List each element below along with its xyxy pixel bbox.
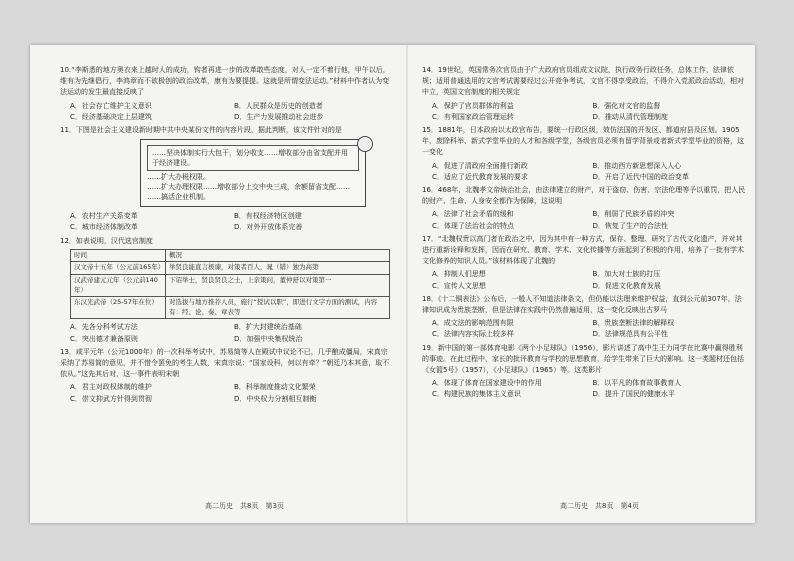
- question-15-options: [432, 161, 747, 183]
- option-b: B．加大对士族的打压: [592, 270, 661, 279]
- question-11: 11．下图是社会主义建设新时期中共中央某份文件的内容片段，据此判断，该文件针对的是: [60, 126, 342, 135]
- table-cell: 汉文帝十五年（公元前165年）: [71, 262, 166, 275]
- option-d: D．生产力发展推动社会进步: [234, 112, 324, 121]
- option-c: C．经济基础决定上层建筑: [70, 112, 152, 121]
- question-13: 13．咸平元年（公元1000年）的一次科举考试中，苏易简等人在殿试中议论不已，几乎酿成僵局，宋真宗采纳了苏易简的意见，并不惜令罢免的考生人数，宋真宗说：“国家设科，何以有牵？”朝廷乃本其意，取不依从。”这先其后对，这一事件表明宋朝: [60, 347, 390, 379]
- scroll-line: ……扩大办理权限……增收部分上交中央三成，余额留省支配……: [147, 183, 350, 192]
- option-a: A．农村生产关系变革: [70, 212, 138, 221]
- question-19-options: [432, 378, 747, 400]
- question-11-options: [70, 211, 392, 233]
- table-row: [71, 297, 390, 319]
- table-row: [71, 275, 390, 297]
- option-d: D．加强中央集权统治: [234, 334, 303, 343]
- exam-sheet: [30, 45, 755, 523]
- option-a: A．法律了社会矛盾的缓和: [432, 210, 514, 219]
- question-10: 10.“李斯悉的地方奥衣来上越时人的成功，钩者再进一步的改革敢些态度，对人一定不着行他，甲午以后，维有为先继倡行，李鸿章而不欲极创的政治改革，康有为要提提。这就是所谓变法运动。”材料中作者认为变法运动的发生最直接反映了: [60, 66, 390, 97]
- option-a: A．保护了官员群体的利益: [432, 101, 514, 110]
- option-b: B．推动西方新思想深入人心: [592, 161, 682, 170]
- option-d: D．开启了近代中国的政治变革: [592, 172, 689, 181]
- option-a: A．抑制人们思想: [432, 270, 486, 279]
- table-cell: 下诏举士，贤良贤良之士，上亲策问，董仲舒以对策第一: [166, 275, 390, 297]
- right-page: [422, 65, 747, 403]
- page-fold: [406, 45, 408, 523]
- option-d: D．法律规范具有公平性: [592, 330, 668, 339]
- scroll-line: ……扩大办税权限。: [147, 173, 210, 182]
- option-d: D．中央权力分割相互制衡: [234, 394, 317, 403]
- question-12-table: [70, 249, 390, 320]
- question-18: 18．《十二铜表法》公布后，一般人不知道法律条文，但仍能以法理来维护权益，直到公元前307年，法律知识成为贵族垄断，但是法律在实践中仍然普遍适用，这一变化反映出古罗马: [422, 294, 742, 315]
- option-b: B．有权经济特区创建: [234, 212, 302, 221]
- question-17: 17．“北魏权贵以高门者在政治之中，因为其中有一种方式，保存、整理、研究了古代文化遗产，并对其进行重新诠释和发挥，因而在研究、教育、学术、文化传播等方面起到了积极的作用，培养了一批有学术文化修养的知识人员。”该材料体现了北魏的: [422, 234, 744, 266]
- question-17-options: [432, 269, 747, 291]
- question-18-options: [432, 318, 747, 340]
- table-header: 概况: [166, 249, 390, 262]
- option-b: B．削弱了民族矛盾的冲突: [592, 210, 675, 219]
- option-c: C．宣传人文思想: [432, 281, 486, 290]
- option-d: D．对外开放体系完善: [234, 223, 303, 232]
- table-header-row: [71, 249, 390, 262]
- table-row: [71, 262, 390, 275]
- option-b: B．科举制度推动文化繁荣: [234, 383, 316, 392]
- question-15: 15．1881年，日本政府以太政官布告，要统一行政区级，效仿法国的开发区、都道府县及区划。1905年，废除科举、新式学堂毕业的人才和各级学堂，各级官员必须有留学背景或者新式学堂毕业的资格，这一变化: [422, 126, 744, 157]
- option-a: A．社会存亡维护主义意识: [70, 101, 152, 110]
- option-b: B．扩大封建统治基础: [234, 323, 302, 332]
- option-a: A．君主对政权体制的维护: [70, 383, 152, 392]
- question-16: 16．468年，北魏孝文帝统治社会，由法律建立的财产，对于盗窃、伤害、宗法伦理等予以重罚，把人民的财产、生命、人身安全都作为保障，这说明: [422, 186, 746, 206]
- table-cell: 汉武帝建元元年（公元前140年）: [71, 275, 166, 297]
- option-b: B．人民群众是历史的创造者: [234, 101, 323, 110]
- option-a: A．成文法的影响范围有限: [432, 319, 514, 328]
- table-cell: 举贤良能直言极谏，对策者百人，晁（错）独为高第: [166, 262, 390, 275]
- scroll-line: ……搞活企业机制。: [147, 193, 210, 202]
- question-19: 19．新中国的第一部体育电影《两个小足球队》（1956），影片讲述了高中生王力同学在比赛中赢得胜利的事迹。在此过程中，家长的批评教育与学校的思想教育，给学生带来了巨大的影响。这一类题材还包括《女篮5号》（1957），《小足球队》（1965）等。这类影片: [422, 343, 744, 375]
- question-13-options: [70, 382, 392, 404]
- option-b: B．贵族垄断法律的解释权: [592, 319, 675, 328]
- option-a: A．先各分科考试方法: [70, 323, 138, 332]
- option-b: B．以平凡的体育故事教育人: [592, 379, 682, 388]
- option-c: C．构建民族的集体主义意识: [432, 390, 521, 399]
- question-12: 12．如表说明，汉代选官制度: [60, 236, 153, 245]
- option-c: C．突出德才兼备原则: [70, 334, 138, 343]
- page-footer-right: 高二历史 共8页 第4页: [560, 502, 639, 510]
- table-header: 时间: [71, 249, 166, 262]
- option-c: C．城市经济体制改革: [70, 223, 138, 232]
- option-a: A．促进了清政府全面推行新政: [432, 161, 528, 170]
- left-page: [60, 65, 392, 407]
- option-c: C．体现了法治社会的特点: [432, 221, 514, 230]
- page-footer-left: 高二历史 共8页 第3页: [205, 502, 284, 510]
- option-b: B．强化对文官的监督: [592, 101, 661, 110]
- question-14: 14．19世纪，英国常务次官员由于广大政府官员组成文议院，执行政务行政任务，总体工作，法律依规；适用普通选用的文官考试需要经过公开竞争考试，文官不得享受政治，不得介入党派政治活动，相对中立，英国文官制度的相关规定: [422, 66, 744, 97]
- document-scroll-figure: [140, 139, 366, 207]
- option-c: C．有利国家政治管理运转: [432, 112, 514, 121]
- option-d: D．促进文化教育发展: [592, 281, 661, 290]
- question-16-options: [432, 209, 747, 231]
- option-d: D．推动从清代管理制度: [592, 112, 668, 121]
- option-c: C．法律内容实际上较多样: [432, 330, 514, 339]
- table-cell: 东汉光武帝（25-57年在位）: [71, 297, 166, 319]
- question-10-options: [70, 101, 392, 123]
- table-cell: 对选拔与地方推荐人员，施行“授试以职”，即进行文字方面的测试，内容有：经、论、奏、章表等: [166, 297, 390, 319]
- question-14-options: [432, 101, 747, 123]
- question-12-options: [70, 322, 392, 344]
- option-d: D．恢复了生产的合法性: [592, 221, 668, 230]
- scroll-line: ……坚决体制实行大包干，划分收支……增收部分由省支配并用于经济建设。: [147, 145, 359, 171]
- option-c: C．崇文抑武方针得到贯彻: [70, 394, 152, 403]
- option-a: A．体现了体育在国家建设中的作用: [432, 379, 542, 388]
- option-d: D．提升了国民的健康水平: [592, 390, 675, 399]
- option-c: C．适应了近代教育发展的要求: [432, 172, 528, 181]
